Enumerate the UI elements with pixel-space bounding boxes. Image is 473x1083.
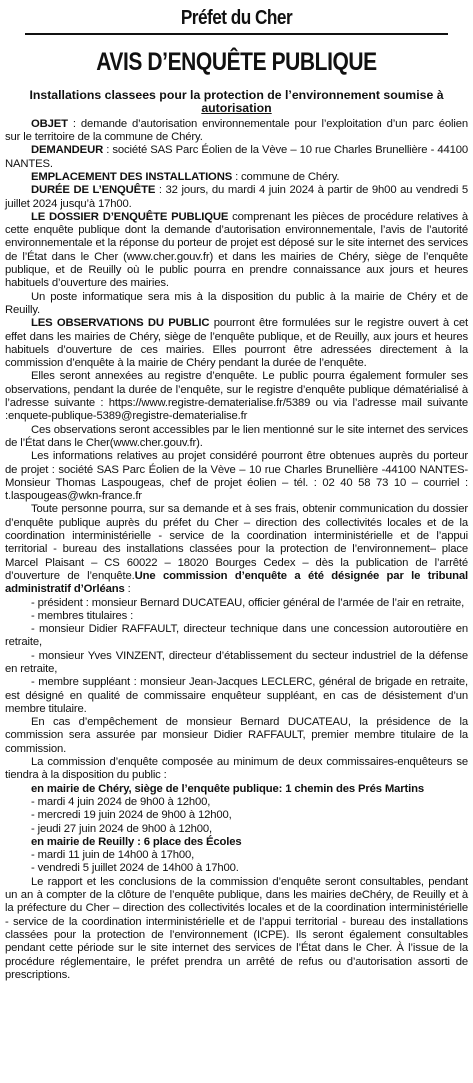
reuilly-permanence-heading: en mairie de Reuilly : 6 place des Écoles xyxy=(31,835,242,848)
toute-personne-paragraph xyxy=(5,503,468,596)
issuer-heading: Préfet du Cher xyxy=(180,7,293,29)
observations-label: LES OBSERVATIONS DU PUBLIC xyxy=(31,317,210,330)
commission-colon: : xyxy=(124,583,131,596)
rapport-paragraph: Le rapport et les conclusions de la commission d’enquête seront consultables, pendant un an à compter de la clôture de l’enquête publique, dans les mairies deChéry, de Reuilly et à la préfecture du Cher – direction des collectivités locales et de la coordination interministérielle - service de la coordination interministérielle et de l’appui territorial - bureau des installations classées pour la protection de l’environnement (ICPE). Ils seront également consultables pendant cette période sur le site internet des services de l’État dans le Cher. À l’issue de la procédure réglementaire, le préfet prendra un arrêté de refus ou d’autorisation assorti de prescriptions. xyxy=(5,875,468,981)
notice-title: AVIS D’ENQUÊTE PUBLIQUE xyxy=(96,48,377,76)
vinzent-item: - monsieur Yves VINZENT, directeur d’établissement du secteur industriel de la défense en retraite, xyxy=(5,649,468,675)
chery-date-2: - mercredi 19 juin 2024 de 9h00 à 12h00, xyxy=(31,809,232,822)
empechement-paragraph: En cas d’empêchement de monsieur Bernard DUCATEAU, la présidence de la commission sera assurée par monsieur Didier RAFFAULT, premier membre titulaire de la commission. xyxy=(5,716,468,755)
suppleant-item: - membre suppléant : monsieur Jean-Jacques LECLERC, général de brigade en retraite, est désigné en qualité de commissaire enquêteur suppléant, en cas de désistement d’un membre titulaire. xyxy=(5,676,468,715)
demandeur-text: : société SAS Parc Éolien de la Vève – 10 rue Charles Brunellière - 44100 NANTES. xyxy=(5,144,468,170)
dossier-label: LE DOSSIER D’ENQUÊTE PUBLIQUE xyxy=(31,210,229,223)
composee-paragraph: La commission d’enquête composée au minimum de deux commissaires-enquêteurs se tiendra à la disposition du public : xyxy=(5,756,468,782)
emplacement-text: : commune de Chéry. xyxy=(232,171,340,183)
president-item: - président : monsieur Bernard DUCATEAU, officier général de l’armée de l’air en retraite, xyxy=(31,596,465,609)
chery-permanence-heading: en mairie de Chéry, siège de l’enquête publique: 1 chemin des Prés Martins xyxy=(31,782,424,795)
reuilly-date-2: - vendredi 5 juillet 2024 de 14h00 à 17h00. xyxy=(31,862,239,875)
duree-text: : 32 jours, du mardi 4 juin 2024 à partir de 9h00 au vendredi 5 juillet 2024 jusqu’à 17h00. xyxy=(5,184,468,210)
objet-text: : demande d’autorisation environnementale pour l’exploitation d’un parc éolien sur le territoire de la commune de Chéry. xyxy=(5,117,468,144)
chery-date-1: - mardi 4 juin 2024 de 9h00 à 12h00, xyxy=(31,795,211,808)
duree-label: DURÉE DE L’ENQUÊTE xyxy=(31,184,156,197)
membres-titulaires-item: - membres titulaires : xyxy=(31,609,134,622)
notice-body xyxy=(5,118,468,982)
demandeur-paragraph xyxy=(5,144,468,171)
observations-paragraph xyxy=(5,317,468,370)
chery-date-3: - jeudi 27 juin 2024 de 9h00 à 12h00, xyxy=(31,822,213,835)
subtitle-line-2: autorisation xyxy=(201,101,272,116)
emplacement-label: EMPLACEMENT DES INSTALLATIONS xyxy=(31,171,233,183)
toute-personne-text: Toute personne pourra, sur sa demande et à ses frais, obtenir communication du dossier d’enquête publique auprès du préfet du Cher – direction des collectivités locales et de la coordination interministérielle - service de la coordination interministérielle et de l’appui territorial - bureau des installations classées pour la protection de l’environnement– place Marcel Plaisant – CS 60022 – 18020 Bourges Cedex – dès la publication de l’arrêté d’ouverture de l’enquête. xyxy=(5,503,468,582)
dossier-paragraph xyxy=(5,211,468,291)
annexees-paragraph: Elles seront annexées au registre d’enquête. Le public pourra également formuler ses observations, pendant la durée de l’enquête, sur le registre d’enquête publique dématérialisé à l’adresse suivante : https://www.registre-dematerialise.fr/5389 ou via l’adresse mail suivante :enquete-publique-5389@registre-dematerialise.fr xyxy=(5,370,468,423)
objet-label: OBJET xyxy=(31,117,68,130)
heading-divider xyxy=(25,33,448,35)
observations-text: pourront être formulées sur le registre ouvert à cet effet dans les mairies de Chéry, siège de l’enquête publique, et de Reuilly, aux jours et heures habituels d’ouverture de ces mairies. Elles pourront être adressées directement à la commission d’enquête à la mairie de Chéry pendant la durée de l’enquête. xyxy=(5,317,468,370)
subtitle-line-1: Installations classees pour la protection de l’environnement soumise à xyxy=(29,88,444,102)
poste-paragraph: Un poste informatique sera mis à la disposition du public à la mairie de Chéry et de Reuilly. xyxy=(5,290,468,316)
duree-paragraph xyxy=(5,184,468,211)
informations-paragraph: Les informations relatives au projet considéré pourront être obtenues auprès du porteur de projet : société SAS Parc Éolien de la Vève – 10 rue Charles Brunellière -44100 NANTES- Monsieur Thomas Laspougeas, chef de projet éolien – tél. : 02 40 58 73 10 – courriel : t.laspougeas@wkn-france.fr xyxy=(5,450,468,503)
commission-designation: Une commission d’enquête a été désignée par le tribunal administratif d’Orléans xyxy=(5,569,468,596)
dossier-text: comprenant les pièces de procédure relatives à cette enquête publique dont la demande d’autorisation environnementale, l’avis de l’autorité environnementale et la réponse du porteur de projet est déposé sur le site internet des services de l’État dans le Cher (www.cher.gouv.fr) et dans les mairies de Chéry, siège de l’enquête publique, et de Reuilly où le public pourra en prendre connaissance aux jours et heures habituels d’ouverture des mairies. xyxy=(5,210,468,290)
notice-subtitle xyxy=(19,89,454,116)
consultables-paragraph: Ces observations seront accessibles par le lien mentionné sur le site internet des services de l’État dans le Cher(www.cher.gouv.fr). xyxy=(5,423,468,449)
reuilly-date-1: - mardi 11 juin de 14h00 à 17h00, xyxy=(31,849,195,862)
raffault-item: - monsieur Didier RAFFAULT, directeur technique dans une concession autoroutière en retraite, xyxy=(5,623,468,649)
demandeur-label: DEMANDEUR xyxy=(31,144,104,157)
emplacement-paragraph xyxy=(5,171,468,184)
objet-paragraph xyxy=(5,118,468,145)
